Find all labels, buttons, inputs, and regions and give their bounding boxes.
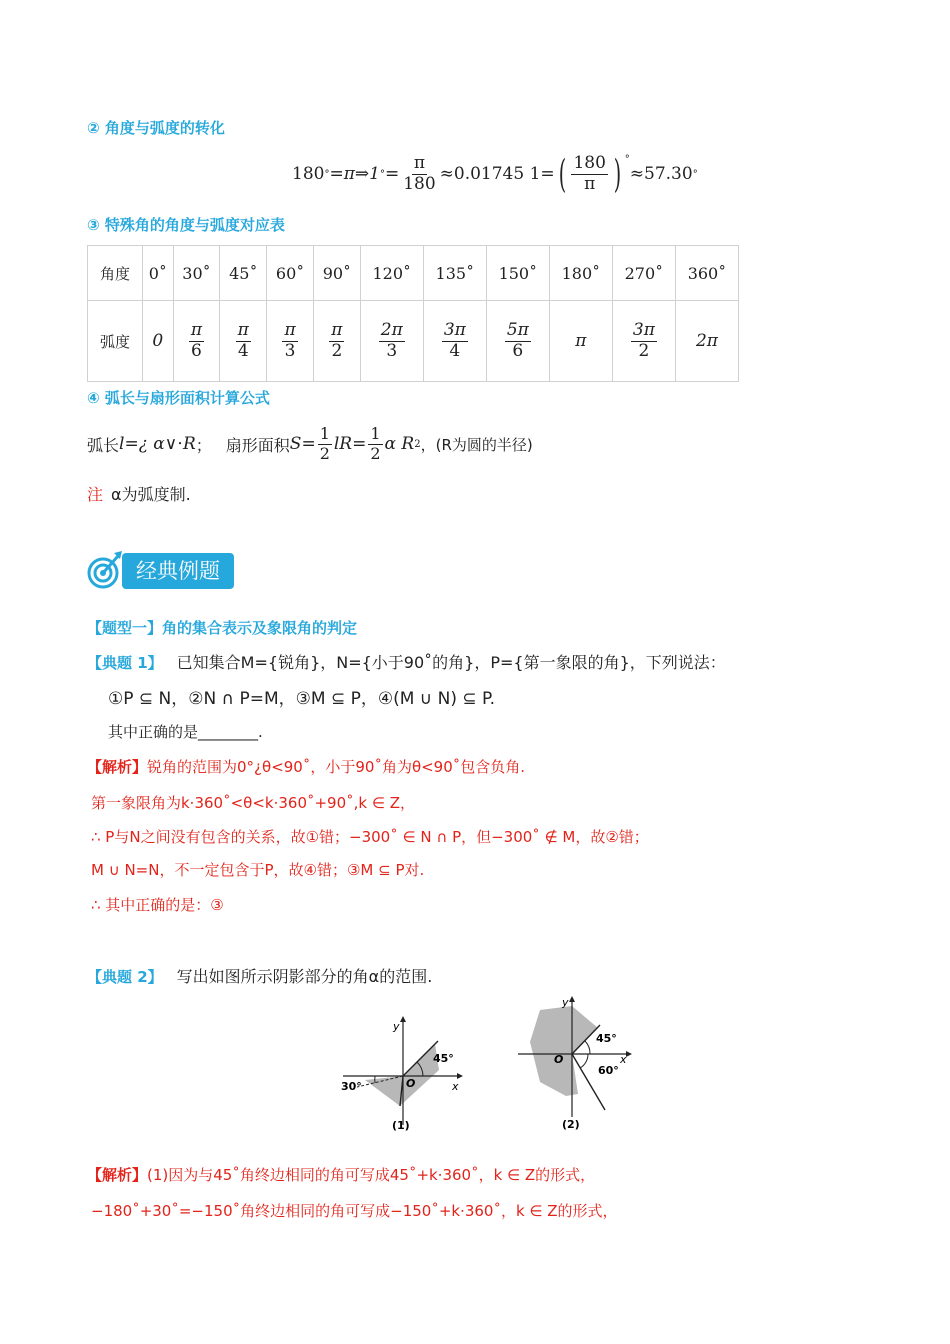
- x-label: x: [620, 1053, 627, 1066]
- figure-1: [335, 1010, 475, 1135]
- example2-solution-line2: −180˚+30˚=−150˚角终边相同的角可写成−150˚+k⋅360˚，k ∈ Z的形式，: [91, 1202, 618, 1220]
- angle-radian-table: [87, 245, 739, 382]
- figure-caption: (1): [392, 1119, 410, 1132]
- table-cell: $\frac{\pi}{2}$: [313, 301, 360, 382]
- example1-solution-line4: M ∪ N=N，不一定包含于P，故④错；③M ⊆ P对.: [91, 861, 425, 879]
- terminal-side-60: [572, 1054, 605, 1110]
- example1-statement: 【典题 1】 已知集合M={锐角}，N={小于90˚的角}，P={第一象限的角}，下列说法：: [87, 653, 726, 672]
- section-heading-conversion: ② 角度与弧度的转化: [87, 119, 225, 137]
- row-label-radians: 弧度: [88, 301, 143, 382]
- table-cell: 0: [143, 301, 174, 382]
- example1-solution-line5: ∴ 其中正确的是：③: [91, 896, 224, 914]
- row-label-degrees: 角度: [88, 246, 143, 301]
- table-row-radians: [88, 301, 739, 382]
- table-cell: 45˚: [220, 246, 267, 301]
- table-cell: $\frac{\pi}{3}$: [267, 301, 314, 382]
- table-cell: 360˚: [675, 246, 738, 301]
- table-cell: $\frac{2\pi}{3}$: [360, 301, 423, 382]
- figure-caption: (2): [562, 1118, 580, 1131]
- shaded-region-1b: [365, 1076, 403, 1106]
- table-cell: 30˚: [173, 246, 220, 301]
- conversion-formula: 180 ° =π⇒1 ° = $\frac{\pi}{180}$ ≈0.01745 1= ( $\frac{180}{\pi}$ ) ° ≈57.30 °: [292, 152, 698, 196]
- angle-label-45: 45°: [433, 1052, 454, 1065]
- example1-solution-line1: 【解析】锐角的范围为0°¿θ<90˚，小于90˚角为θ<90˚包含负角.: [87, 758, 526, 776]
- table-cell: 60˚: [267, 246, 314, 301]
- table-row-degrees: [88, 246, 739, 301]
- angle-label-45: 45°: [596, 1032, 617, 1045]
- table-cell: 270˚: [612, 246, 675, 301]
- table-cell: 90˚: [313, 246, 360, 301]
- target-arrow-icon: [86, 549, 124, 591]
- table-cell: 2π: [675, 301, 738, 382]
- fraction-180-over-pi: $\frac{180}{\pi}$: [573, 152, 606, 194]
- origin-label: O: [406, 1077, 416, 1090]
- note-line: 注 α为弧度制.: [87, 485, 191, 504]
- example2-statement: 【典题 2】 写出如图所示阴影部分的角α的范围.: [87, 967, 433, 986]
- example2-solution-line1: 【解析】(1)因为与45˚角终边相同的角可写成45˚+k⋅360˚，k ∈ Z的形式，: [87, 1166, 596, 1184]
- angle-label-60: 60°: [598, 1064, 619, 1077]
- table-cell: 0˚: [143, 246, 174, 301]
- y-label: y: [393, 1020, 400, 1033]
- table-cell: 150˚: [486, 246, 549, 301]
- x-label: x: [452, 1080, 459, 1093]
- fraction-pi-over-180: $\frac{\pi}{180}$: [403, 152, 436, 194]
- example1-solution-line3: ∴ P与N之间没有包含的关系，故①错；−300˚ ∈ N ∩ P，但−300˚ ∉ M，故②错；: [91, 828, 649, 846]
- y-label: y: [562, 996, 569, 1009]
- figure-2: [510, 992, 650, 1135]
- arc-formula: 弧长 l=¿ α∨⋅R ； 扇形面积 S= $\frac{1}{2}$ lR= $\frac{1}{2}$ α R 2 ，(R为圆的半径): [87, 424, 533, 463]
- section-heading-arc: ④ 弧长与扇形面积计算公式: [87, 389, 270, 407]
- table-cell: $\frac{\pi}{4}$: [220, 301, 267, 382]
- angle-label-30: 30°: [341, 1080, 362, 1093]
- example1-solution-line2: 第一象限角为k⋅360˚<θ<k⋅360˚+90˚,k ∈ Z，: [91, 794, 415, 812]
- section-heading-table: ③ 特殊角的角度与弧度对应表: [87, 216, 285, 234]
- table-cell: π: [549, 301, 612, 382]
- type-heading: 【题型一】角的集合表示及象限角的判定: [87, 619, 358, 637]
- table-cell: 135˚: [423, 246, 486, 301]
- table-cell: 180˚: [549, 246, 612, 301]
- example1-blank: 其中正确的是________.: [108, 723, 263, 741]
- origin-label: O: [554, 1053, 564, 1066]
- table-cell: $\frac{5\pi}{6}$: [486, 301, 549, 382]
- table-cell: $\frac{3\pi}{4}$: [423, 301, 486, 382]
- table-cell: $\frac{3\pi}{2}$: [612, 301, 675, 382]
- section-banner: 经典例题: [122, 553, 234, 589]
- example1-items: ①P ⊆ N，②N ∩ P=M，③M ⊆ P，④(M ∪ N) ⊆ P.: [108, 689, 496, 709]
- shaded-region-2: [530, 1006, 598, 1096]
- table-cell: $\frac{\pi}{6}$: [173, 301, 220, 382]
- table-cell: 120˚: [360, 246, 423, 301]
